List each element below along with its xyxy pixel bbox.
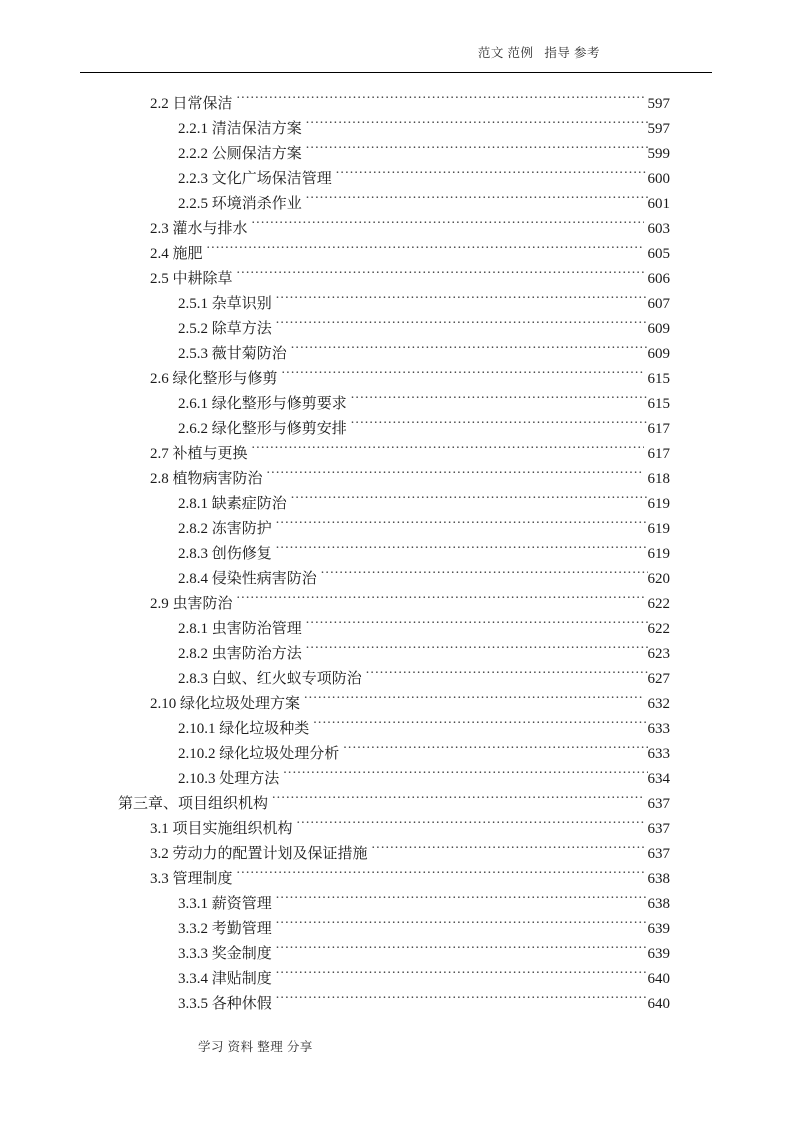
toc-dot-leader bbox=[276, 318, 648, 333]
toc-dot-leader bbox=[237, 93, 644, 108]
toc-entry-page-number: 615 bbox=[647, 396, 670, 412]
toc-entry[interactable] bbox=[0, 292, 793, 317]
toc-entry-title: 2.2 日常保洁 bbox=[150, 96, 233, 112]
toc-dot-leader bbox=[351, 418, 648, 433]
toc-entry-page-number: 638 bbox=[647, 896, 670, 912]
page-header bbox=[80, 44, 712, 74]
toc-entry-page-number: 609 bbox=[647, 321, 670, 337]
toc-entry-title: 第三章、项目组织机构 bbox=[118, 796, 269, 812]
toc-entry-title: 2.10.2 绿化垃圾处理分析 bbox=[178, 746, 340, 762]
toc-entry[interactable] bbox=[0, 817, 793, 842]
toc-entry-page-number: 619 bbox=[647, 546, 670, 562]
toc-entry-title: 2.10.3 处理方法 bbox=[178, 771, 280, 787]
toc-entry[interactable] bbox=[0, 317, 793, 342]
toc-dot-leader bbox=[366, 668, 648, 683]
toc-entry-title: 3.2 劳动力的配置计划及保证措施 bbox=[150, 846, 368, 862]
toc-dot-leader bbox=[372, 843, 644, 858]
toc-entry-page-number: 623 bbox=[647, 646, 670, 662]
toc-entry-page-number: 618 bbox=[647, 471, 670, 487]
toc-entry[interactable] bbox=[0, 642, 793, 667]
toc-entry-title: 2.2.5 环境消杀作业 bbox=[178, 196, 302, 212]
toc-entry-page-number: 617 bbox=[647, 446, 670, 462]
toc-entry[interactable] bbox=[0, 417, 793, 442]
toc-entry-title: 2.8.2 冻害防护 bbox=[178, 521, 272, 537]
toc-entry[interactable] bbox=[0, 917, 793, 942]
toc-entry[interactable] bbox=[0, 92, 793, 117]
toc-dot-leader bbox=[207, 243, 644, 258]
toc-entry-page-number: 638 bbox=[647, 871, 670, 887]
toc-entry-title: 2.6.1 绿化整形与修剪要求 bbox=[178, 396, 347, 412]
toc-entry[interactable] bbox=[0, 242, 793, 267]
toc-entry-title: 2.2.3 文化广场保洁管理 bbox=[178, 171, 332, 187]
toc-entry-page-number: 599 bbox=[647, 146, 670, 162]
toc-entry-page-number: 601 bbox=[647, 196, 670, 212]
toc-entry-title: 2.10 绿化垃圾处理方案 bbox=[150, 696, 301, 712]
toc-entry-title: 3.3.1 薪资管理 bbox=[178, 896, 272, 912]
toc-entry-title: 2.6.2 绿化整形与修剪安排 bbox=[178, 421, 347, 437]
toc-dot-leader bbox=[351, 393, 648, 408]
toc-entry-page-number: 632 bbox=[647, 696, 670, 712]
toc-entry[interactable] bbox=[0, 692, 793, 717]
toc-entry-page-number: 597 bbox=[647, 121, 670, 137]
toc-entry[interactable] bbox=[0, 742, 793, 767]
toc-entry[interactable] bbox=[0, 192, 793, 217]
toc-entry-page-number: 619 bbox=[647, 521, 670, 537]
toc-dot-leader bbox=[276, 518, 648, 533]
toc-dot-leader bbox=[306, 193, 648, 208]
toc-entry-page-number: 607 bbox=[647, 296, 670, 312]
toc-entry-title: 2.8.1 缺素症防治 bbox=[178, 496, 287, 512]
toc-entry-page-number: 605 bbox=[647, 246, 670, 262]
toc-entry-page-number: 637 bbox=[647, 821, 670, 837]
toc-dot-leader bbox=[272, 793, 643, 808]
toc-entry-title: 2.2.2 公厕保洁方案 bbox=[178, 146, 302, 162]
toc-entry-title: 3.3.2 考勤管理 bbox=[178, 921, 272, 937]
toc-entry[interactable] bbox=[0, 942, 793, 967]
toc-entry-title: 3.1 项目实施组织机构 bbox=[150, 821, 293, 837]
toc-entry[interactable] bbox=[0, 967, 793, 992]
header-text: 范文 范例 指导 参考 bbox=[477, 46, 600, 60]
toc-entry[interactable] bbox=[0, 167, 793, 192]
toc-dot-leader bbox=[237, 593, 644, 608]
table-of-contents bbox=[0, 92, 793, 1017]
toc-entry-title: 2.5.3 薇甘菊防治 bbox=[178, 346, 287, 362]
toc-entry-title: 2.8.4 侵染性病害防治 bbox=[178, 571, 317, 587]
toc-entry[interactable] bbox=[0, 867, 793, 892]
toc-dot-leader bbox=[276, 993, 648, 1008]
toc-entry-title: 2.5.2 除草方法 bbox=[178, 321, 272, 337]
toc-entry-page-number: 619 bbox=[647, 496, 670, 512]
toc-entry-page-number: 634 bbox=[647, 771, 670, 787]
toc-entry-title: 3.3 管理制度 bbox=[150, 871, 233, 887]
toc-entry-page-number: 622 bbox=[647, 596, 670, 612]
footer-text: 学习 资料 整理 分享 bbox=[198, 1040, 313, 1054]
toc-entry-title: 2.8.3 创伤修复 bbox=[178, 546, 272, 562]
toc-entry-page-number: 597 bbox=[647, 96, 670, 112]
toc-dot-leader bbox=[267, 468, 644, 483]
toc-entry-page-number: 633 bbox=[647, 746, 670, 762]
toc-dot-leader bbox=[336, 168, 648, 183]
toc-entry-title: 2.8.1 虫害防治管理 bbox=[178, 621, 302, 637]
toc-dot-leader bbox=[237, 268, 644, 283]
toc-entry[interactable] bbox=[0, 892, 793, 917]
toc-dot-leader bbox=[291, 493, 648, 508]
toc-entry-page-number: 603 bbox=[647, 221, 670, 237]
toc-entry-page-number: 640 bbox=[647, 996, 670, 1012]
toc-entry[interactable] bbox=[0, 792, 793, 817]
toc-dot-leader bbox=[276, 893, 648, 908]
header-rule-divider bbox=[80, 72, 712, 73]
toc-entry-title: 3.3.5 各种休假 bbox=[178, 996, 272, 1012]
toc-dot-leader bbox=[343, 743, 647, 758]
toc-entry-page-number: 639 bbox=[647, 946, 670, 962]
toc-dot-leader bbox=[237, 868, 644, 883]
toc-dot-leader bbox=[276, 543, 648, 558]
toc-entry[interactable] bbox=[0, 617, 793, 642]
toc-entry-title: 2.8.3 白蚁、红火蚁专项防治 bbox=[178, 671, 362, 687]
toc-entry-title: 2.8.2 虫害防治方法 bbox=[178, 646, 302, 662]
toc-entry[interactable] bbox=[0, 267, 793, 292]
toc-entry-page-number: 639 bbox=[647, 921, 670, 937]
toc-entry-title: 2.3 灌水与排水 bbox=[150, 221, 248, 237]
toc-entry[interactable] bbox=[0, 467, 793, 492]
toc-entry-title: 2.4 施肥 bbox=[150, 246, 203, 262]
toc-dot-leader bbox=[276, 943, 648, 958]
toc-entry-title: 2.9 虫害防治 bbox=[150, 596, 233, 612]
toc-entry[interactable] bbox=[0, 717, 793, 742]
toc-entry[interactable] bbox=[0, 842, 793, 867]
toc-entry-title: 3.3.4 津贴制度 bbox=[178, 971, 272, 987]
toc-dot-leader bbox=[297, 818, 644, 833]
toc-entry-page-number: 617 bbox=[647, 421, 670, 437]
toc-entry-page-number: 609 bbox=[647, 346, 670, 362]
toc-entry[interactable] bbox=[0, 117, 793, 142]
toc-dot-leader bbox=[283, 768, 647, 783]
toc-entry-page-number: 620 bbox=[647, 571, 670, 587]
toc-entry-title: 2.8 植物病害防治 bbox=[150, 471, 263, 487]
toc-entry[interactable] bbox=[0, 517, 793, 542]
toc-dot-leader bbox=[276, 293, 648, 308]
toc-dot-leader bbox=[282, 368, 644, 383]
toc-entry-title: 2.5 中耕除草 bbox=[150, 271, 233, 287]
toc-entry-title: 2.2.1 清洁保洁方案 bbox=[178, 121, 302, 137]
toc-dot-leader bbox=[276, 918, 648, 933]
toc-entry-title: 2.10.1 绿化垃圾种类 bbox=[178, 721, 310, 737]
toc-entry-page-number: 627 bbox=[647, 671, 670, 687]
toc-entry-title: 2.6 绿化整形与修剪 bbox=[150, 371, 278, 387]
toc-dot-leader bbox=[252, 443, 644, 458]
toc-entry[interactable] bbox=[0, 442, 793, 467]
toc-dot-leader bbox=[306, 143, 648, 158]
toc-entry[interactable] bbox=[0, 217, 793, 242]
toc-entry[interactable] bbox=[0, 542, 793, 567]
toc-entry[interactable] bbox=[0, 367, 793, 392]
toc-dot-leader bbox=[252, 218, 644, 233]
toc-entry-page-number: 606 bbox=[647, 271, 670, 287]
toc-entry-page-number: 633 bbox=[647, 721, 670, 737]
toc-dot-leader bbox=[306, 643, 648, 658]
toc-entry[interactable] bbox=[0, 342, 793, 367]
toc-entry[interactable] bbox=[0, 767, 793, 792]
toc-dot-leader bbox=[276, 968, 648, 983]
toc-entry[interactable] bbox=[0, 142, 793, 167]
toc-dot-leader bbox=[321, 568, 648, 583]
toc-entry-page-number: 615 bbox=[647, 371, 670, 387]
toc-entry-page-number: 600 bbox=[647, 171, 670, 187]
toc-entry[interactable] bbox=[0, 567, 793, 592]
toc-entry-title: 3.3.3 奖金制度 bbox=[178, 946, 272, 962]
toc-dot-leader bbox=[304, 693, 643, 708]
toc-entry[interactable] bbox=[0, 592, 793, 617]
toc-entry[interactable] bbox=[0, 992, 793, 1017]
toc-entry-title: 2.7 补植与更换 bbox=[150, 446, 248, 462]
toc-entry-page-number: 622 bbox=[647, 621, 670, 637]
toc-dot-leader bbox=[306, 118, 648, 133]
toc-entry-page-number: 637 bbox=[647, 796, 670, 812]
toc-dot-leader bbox=[306, 618, 648, 633]
toc-entry[interactable] bbox=[0, 392, 793, 417]
toc-dot-leader bbox=[313, 718, 647, 733]
toc-entry-title: 2.5.1 杂草识别 bbox=[178, 296, 272, 312]
toc-entry-page-number: 637 bbox=[647, 846, 670, 862]
toc-entry-page-number: 640 bbox=[647, 971, 670, 987]
toc-dot-leader bbox=[291, 343, 648, 358]
toc-entry[interactable] bbox=[0, 667, 793, 692]
toc-entry[interactable] bbox=[0, 492, 793, 517]
